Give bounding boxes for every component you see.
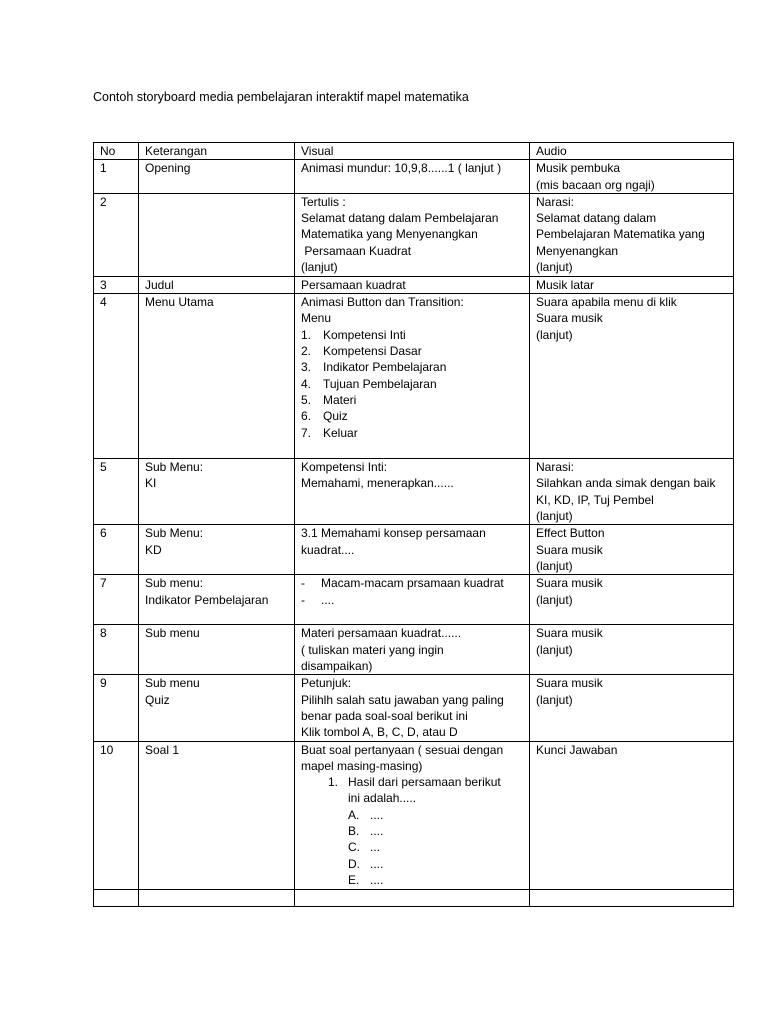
cell-line: Effect Button [536, 526, 605, 541]
row-audio [530, 276, 734, 293]
table-row [94, 160, 734, 194]
cell-line: Menu [301, 311, 332, 326]
row-audio [530, 889, 734, 906]
row-no: 6 [94, 525, 139, 575]
cell-line: Suara musik [536, 311, 603, 326]
storyboard-table [93, 142, 734, 907]
cell-line: Sub menu: [145, 576, 204, 591]
menu-list-item: 6. Quiz [301, 409, 348, 424]
cell-line: (lanjut) [536, 592, 573, 607]
cell-line: Selamat datang dalam Pembelajaran [301, 211, 499, 226]
cell-line: Selamat datang dalam [536, 211, 657, 226]
document-title: Contoh storyboard media pembelajaran interaktif mapel matematika [93, 90, 469, 104]
table-row [94, 625, 734, 675]
cell-line: Persamaan kuadrat [301, 277, 406, 292]
cell-line: Suara apabila menu di klik [536, 295, 677, 310]
cell-line: Klik tombol A, B, C, D, atau D [301, 725, 458, 740]
row-no: 5 [94, 459, 139, 525]
table-row [94, 459, 734, 525]
row-keterangan [139, 193, 295, 276]
row-keterangan [139, 741, 295, 889]
menu-list-item: 1. Kompetensi Inti [301, 327, 406, 342]
answer-option: E. .... [348, 872, 384, 887]
cell-line: Judul [145, 277, 174, 292]
cell-line: benar pada soal-soal berikut ini [301, 708, 468, 723]
row-visual [295, 675, 530, 741]
cell-line: ( tuliskan materi yang ingin [301, 642, 444, 657]
menu-list-item: 4. Tujuan Pembelajaran [301, 376, 437, 391]
cell-line: Musik pembuka [536, 161, 621, 176]
cell-line: mapel masing-masing) [301, 758, 423, 773]
row-visual [295, 459, 530, 525]
row-audio [530, 741, 734, 889]
table-row [94, 675, 734, 741]
row-keterangan [139, 459, 295, 525]
row-visual [295, 294, 530, 459]
cell-line: (lanjut) [536, 642, 573, 657]
cell-line: kuadrat.... [301, 542, 355, 557]
cell-line: Pilihlh salah satu jawaban yang paling [301, 692, 504, 707]
header-audio: Audio [530, 143, 734, 160]
cell-line: Materi persamaan kuadrat...... [301, 626, 462, 641]
cell-line: Sub menu [145, 676, 200, 691]
cell-line: Animasi Button dan Transition: [301, 295, 464, 310]
row-audio [530, 575, 734, 625]
table-row [94, 525, 734, 575]
cell-line: Narasi: [536, 194, 575, 209]
cell-line: KI, KD, IP, Tuj Pembel [536, 492, 654, 507]
cell-line: Memahami, menerapkan...... [301, 476, 454, 491]
row-audio [530, 160, 734, 194]
cell-line: Suara musik [536, 576, 603, 591]
cell-line: Silahkan anda simak dengan baik [536, 476, 716, 491]
cell-line: Quiz [145, 692, 170, 707]
row-keterangan [139, 160, 295, 194]
cell-line: Tertulis : [301, 194, 346, 209]
cell-line: Suara musik [536, 626, 603, 641]
cell-line: KD [145, 542, 162, 557]
row-no [94, 889, 139, 906]
cell-line: (lanjut) [536, 558, 573, 573]
cell-line: Kunci Jawaban [536, 742, 618, 757]
cell-line: Petunjuk: [301, 676, 352, 691]
row-no: 1 [94, 160, 139, 194]
cell-line: Buat soal pertanyaan ( sesuai dengan [301, 742, 504, 757]
cell-line: disampaikan) [301, 658, 373, 673]
row-no: 9 [94, 675, 139, 741]
row-visual [295, 741, 530, 889]
header-visual: Visual [295, 143, 530, 160]
cell-line: Suara musik [536, 542, 603, 557]
table-row [94, 741, 734, 889]
cell-line: Sub Menu: [145, 526, 204, 541]
menu-list-item: 2. Kompetensi Dasar [301, 344, 422, 359]
cell-line: Kompetensi Inti: [301, 460, 388, 475]
cell-line: Pembelajaran Matematika yang [536, 227, 705, 242]
row-no: 4 [94, 294, 139, 459]
row-visual [295, 160, 530, 194]
row-keterangan [139, 276, 295, 293]
row-audio [530, 625, 734, 675]
table-row [94, 276, 734, 293]
cell-line: Animasi mundur: 10,9,8......1 ( lanjut ) [301, 161, 502, 176]
row-no: 8 [94, 625, 139, 675]
cell-line: (lanjut) [536, 260, 573, 275]
cell-line: Persamaan Kuadrat [301, 243, 412, 258]
row-no: 3 [94, 276, 139, 293]
row-visual [295, 276, 530, 293]
cell-line: (lanjut) [536, 692, 573, 707]
row-visual [295, 889, 530, 906]
cell-line: Menyenangkan [536, 243, 619, 258]
cell-line: Narasi: [536, 460, 575, 475]
empty-table-row [94, 889, 734, 906]
answer-option: B. .... [348, 824, 384, 839]
cell-line: (lanjut) [536, 509, 573, 524]
cell-line: (lanjut) [301, 260, 338, 275]
menu-list-item: 3. Indikator Pembelajaran [301, 360, 447, 375]
dash-list-item: - Macam-macam prsamaan kuadrat [301, 576, 504, 591]
table-row [94, 193, 734, 276]
header-keterangan: Keterangan [139, 143, 295, 160]
answer-option: C. ... [348, 840, 381, 855]
row-no: 10 [94, 741, 139, 889]
row-visual [295, 525, 530, 575]
cell-line: Suara musik [536, 676, 603, 691]
row-audio [530, 675, 734, 741]
answer-option: A. .... [348, 807, 384, 822]
cell-line: Matematika yang Menyenangkan [301, 227, 478, 242]
row-keterangan [139, 625, 295, 675]
menu-list-item: 7. Keluar [301, 425, 358, 440]
row-audio [530, 193, 734, 276]
cell-line: 3.1 Memahami konsep persamaan [301, 526, 486, 541]
row-keterangan [139, 889, 295, 906]
cell-line: KI [145, 476, 157, 491]
question-continuation: ini adalah..... [348, 791, 417, 806]
cell-line: Musik latar [536, 277, 595, 292]
cell-line: Indikator Pembelajaran [145, 592, 269, 607]
cell-line: Soal 1 [145, 742, 180, 757]
cell-line: (mis bacaan org ngaji) [536, 177, 655, 192]
table-row [94, 575, 734, 625]
row-no: 7 [94, 575, 139, 625]
question-item: 1. Hasil dari persamaan berikut [328, 775, 501, 790]
answer-option: D. .... [348, 856, 384, 871]
row-audio [530, 459, 734, 525]
row-visual [295, 625, 530, 675]
row-no: 2 [94, 193, 139, 276]
header-no: No [94, 143, 139, 160]
table-row [94, 294, 734, 459]
cell-line: Menu Utama [145, 295, 214, 310]
row-keterangan [139, 575, 295, 625]
cell-line: (lanjut) [536, 327, 573, 342]
dash-list-item: - .... [301, 592, 335, 607]
cell-line: Sub Menu: [145, 460, 204, 475]
table-header-row [94, 143, 734, 160]
cell-line: Opening [145, 161, 191, 176]
menu-list-item: 5. Materi [301, 392, 357, 407]
row-audio [530, 525, 734, 575]
row-keterangan [139, 525, 295, 575]
cell-line: Sub menu [145, 626, 200, 641]
row-visual [295, 575, 530, 625]
row-keterangan [139, 675, 295, 741]
row-audio [530, 294, 734, 459]
row-visual [295, 193, 530, 276]
row-keterangan [139, 294, 295, 459]
